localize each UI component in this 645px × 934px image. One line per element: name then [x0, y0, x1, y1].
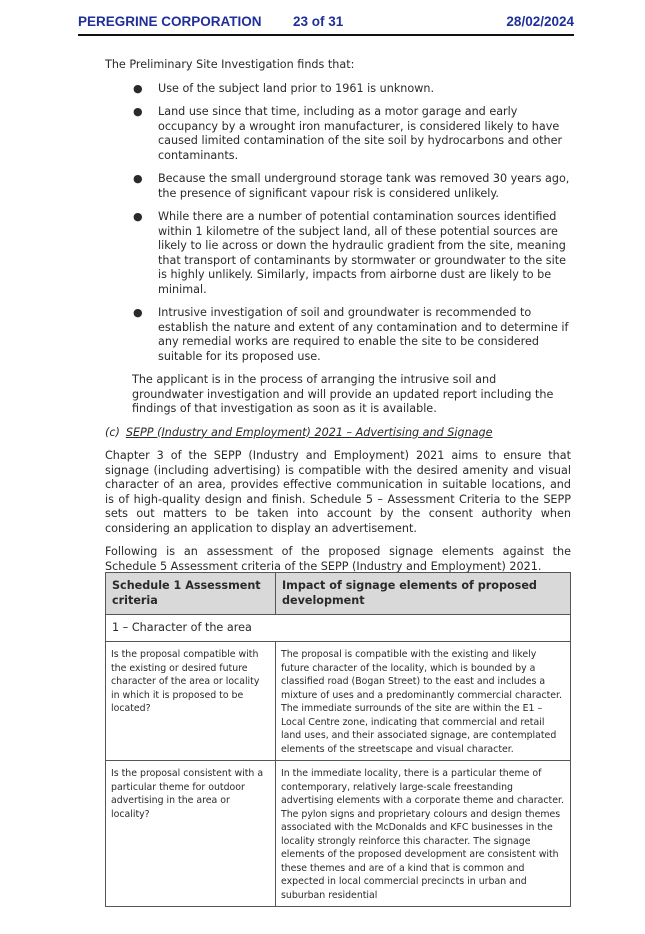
impact-cell: In the immediate locality, there is a particular theme of contemporary, relatively large-scale freestanding advertising elements with a corporate theme and character. The pylon signs and proprietary colours and design themes associated with the McDonalds and KFC businesses in the locality strongly reinforce this character. The signage elements of the proposed development are consistent with these themes and are of a kind that is common and expected in local commercial precincts in urban and suburban residential: [276, 761, 571, 907]
document-body: [105, 58, 571, 583]
psi-intro: The Preliminary Site Investigation finds that:: [105, 58, 355, 71]
table-header-row: [106, 573, 571, 615]
table-section-row: [106, 615, 571, 642]
finding-text: While there are a number of potential contamination sources identified within 1 kilometre of the subject land, all of these potential sources are likely to lie across or down the hydraulic gradient from the site, meaning that transport of contaminants by stormwater or groundwater to the site is highly unlikely. Similarly, impacts from airborne dust are likely to be minimal.: [158, 210, 566, 296]
list-item: [105, 306, 571, 364]
sepp-paragraph: Chapter 3 of the SEPP (Industry and Employment) 2021 aims to ensure that signage (including advertising) is compatible with the desired amenity and visual character of an area, provides effective communication in suitable locations, and is of high-quality design and finish. Schedule 5 – Assessment Criteria to the SEPP sets out matters to be taken into account by the consent authority when considering an application to display an advertisement.: [105, 449, 571, 535]
bullet-icon: ●: [133, 306, 143, 319]
list-item: [105, 172, 571, 201]
section-number: (c): [105, 425, 120, 439]
list-item: [105, 210, 571, 297]
finding-text: Land use since that time, including as a motor garage and early occupancy by a wrought iron manufacturer, is considered likely to have caused limited contamination of the site soil by hydrocarbons and other contaminants.: [158, 105, 563, 162]
applicant-paragraph: The applicant is in the process of arranging the intrusive soil and groundwater investigation and will provide an updated report including the findings of that investigation as soon as it is available.: [132, 373, 554, 415]
finding-text: Use of the subject land prior to 1961 is unknown.: [158, 81, 435, 95]
list-item: [105, 105, 571, 163]
bullet-icon: ●: [133, 105, 143, 118]
table-row: [106, 642, 571, 761]
page-number: 23 of 31: [293, 14, 344, 29]
criterion-cell: Is the proposal compatible with the existing or desired future character of the area or locality in which it is proposed to be located?: [106, 642, 276, 761]
bullet-icon: ●: [133, 172, 143, 185]
section-title-cell: 1 – Character of the area: [106, 615, 571, 642]
table-row: [106, 761, 571, 907]
list-item: [105, 82, 571, 97]
company-name: PEREGRINE CORPORATION: [78, 14, 262, 29]
psi-findings-list: [105, 82, 571, 365]
bullet-icon: ●: [133, 81, 143, 95]
bullet-icon: ●: [133, 210, 143, 223]
criterion-cell: Is the proposal consistent with a particular theme for outdoor advertising in the area or locality?: [106, 761, 276, 907]
finding-text: Because the small underground storage tank was removed 30 years ago, the presence of significant vapour risk is considered unlikely.: [158, 172, 570, 200]
section-title: SEPP (Industry and Employment) 2021 – Advertising and Signage: [125, 425, 493, 439]
column-header-impact: Impact of signage elements of proposed development: [276, 573, 571, 615]
section-heading: [105, 426, 571, 441]
column-header-criteria: Schedule 1 Assessment criteria: [106, 573, 276, 615]
finding-text: Intrusive investigation of soil and groundwater is recommended to establish the nature and extent of any contamination and to determine if any remedial works are required to enable the site to be considered suitable for its proposed use.: [158, 306, 569, 363]
assessment-table: [105, 572, 571, 907]
page-header: [78, 12, 574, 36]
document-date: 28/02/2024: [506, 14, 574, 29]
impact-cell: The proposal is compatible with the existing and likely future character of the locality, which is bounded by a classified road (Bogan Street) to the east and includes a mixture of uses and a predominantly commercial character. The immediate surrounds of the site are within the E1 – Local Centre zone, indicating that commercial and retail land uses, and their associated signage, are contemplated elements of the streetscape and visual character.: [276, 642, 571, 761]
assessment-intro: Following is an assessment of the proposed signage elements against the Schedule 5 Assessment criteria of the SEPP (Industry and Employment) 2021.: [105, 545, 571, 573]
